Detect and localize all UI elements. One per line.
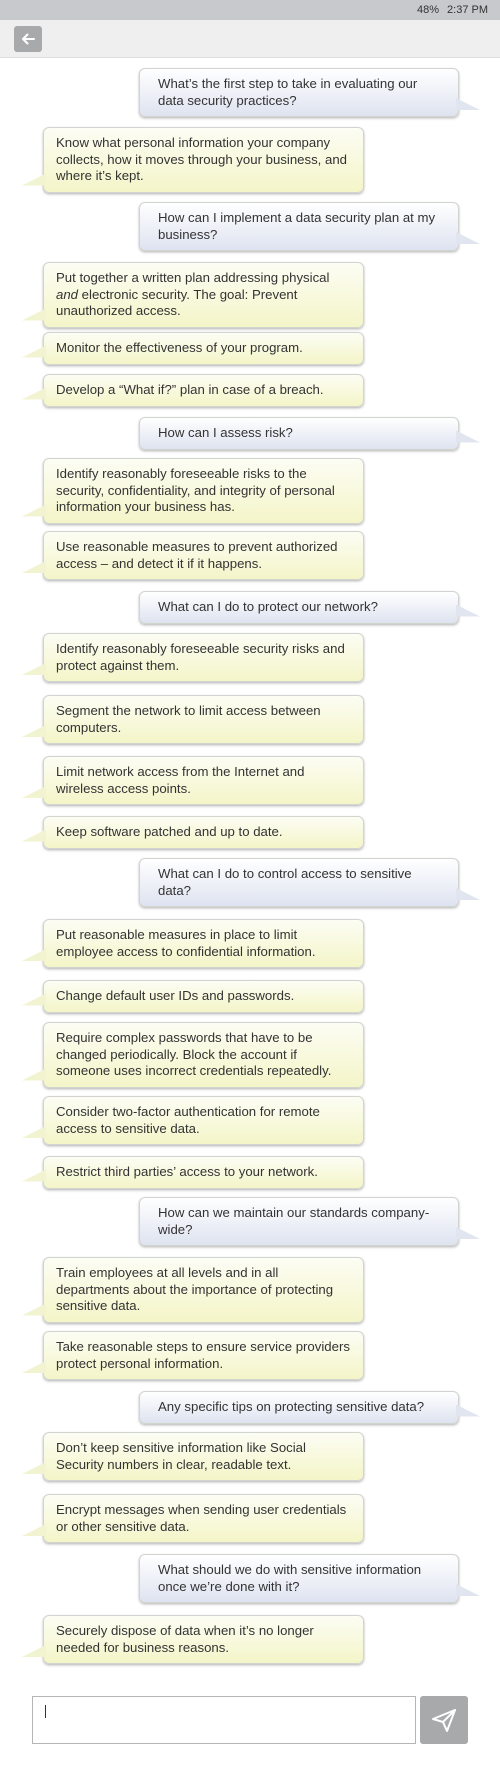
battery-level: 48% <box>417 4 440 16</box>
message-text: What should we do with sensitive information once we’re done with it? <box>158 1562 422 1594</box>
message-text: Identify reasonably foreseeable security risks and protect against them. <box>56 641 345 673</box>
message-text: Use reasonable measures to prevent authorized access – and detect it if it happens. <box>56 539 338 571</box>
outgoing-message <box>139 202 459 251</box>
outgoing-message <box>139 68 459 117</box>
outgoing-message <box>139 1391 459 1424</box>
incoming-message <box>43 1615 364 1664</box>
incoming-message <box>43 127 364 193</box>
outgoing-message <box>139 1197 459 1246</box>
incoming-message <box>43 1494 364 1543</box>
incoming-message <box>43 1156 364 1189</box>
incoming-message <box>43 262 364 328</box>
incoming-message <box>43 1022 364 1088</box>
message-text: Change default user IDs and passwords. <box>56 988 295 1003</box>
incoming-message <box>43 374 364 407</box>
incoming-message <box>43 1257 364 1323</box>
message-text: Put together a written plan addressing physical and electronic security. The goal: Prevent unauthorized access. <box>56 270 330 318</box>
incoming-message <box>43 1432 364 1481</box>
status-bar <box>0 0 500 20</box>
incoming-message <box>43 633 364 682</box>
outgoing-message <box>139 591 459 624</box>
message-input[interactable] <box>32 1696 416 1744</box>
message-text: Restrict third parties’ access to your network. <box>56 1164 318 1179</box>
message-text: How can I assess risk? <box>158 425 293 440</box>
incoming-message <box>43 1096 364 1145</box>
message-text: Segment the network to limit access between computers. <box>56 703 321 735</box>
message-text: Monitor the effectiveness of your program. <box>56 340 303 355</box>
message-text: What can I do to control access to sensitive data? <box>158 866 412 898</box>
message-text: Identify reasonably foreseeable risks to the security, confidentiality, and integrity of personal information your business has. <box>56 466 335 514</box>
text-caret <box>45 1705 46 1718</box>
incoming-message <box>43 695 364 744</box>
incoming-message <box>43 919 364 968</box>
outgoing-message <box>139 1554 459 1603</box>
arrow-left-icon <box>20 31 36 47</box>
message-text: Encrypt messages when sending user credentials or other sensitive data. <box>56 1502 347 1534</box>
incoming-message <box>43 531 364 580</box>
clock: 2:37 PM <box>447 4 488 16</box>
incoming-message <box>43 332 364 365</box>
message-text: What’s the first step to take in evaluating our data security practices? <box>158 76 418 108</box>
composer <box>0 1696 500 1762</box>
message-text: How can I implement a data security plan at my business? <box>158 210 436 242</box>
incoming-message <box>43 458 364 524</box>
conversation[interactable] <box>0 58 500 1698</box>
send-button[interactable] <box>420 1696 468 1744</box>
message-text: Train employees at all levels and in all departments about the importance of protecting sensitive data. <box>56 1265 334 1313</box>
outgoing-message <box>139 417 459 450</box>
back-button[interactable] <box>14 26 42 52</box>
message-text: Take reasonable steps to ensure service providers protect personal information. <box>56 1339 350 1371</box>
incoming-message <box>43 816 364 849</box>
message-text: Any specific tips on protecting sensitive data? <box>158 1399 425 1414</box>
message-text: Limit network access from the Internet and wireless access points. <box>56 764 305 796</box>
message-text: What can I do to protect our network? <box>158 599 378 614</box>
message-text: Require complex passwords that have to be changed periodically. Block the account if someone uses incorrect credentials repeatedly. <box>56 1030 332 1078</box>
incoming-message <box>43 980 364 1013</box>
message-text: Develop a “What if?” plan in case of a breach. <box>56 382 324 397</box>
incoming-message <box>43 1331 364 1380</box>
message-text: Don’t keep sensitive information like Social Security numbers in clear, readable text. <box>56 1440 306 1472</box>
paper-plane-icon <box>430 1706 458 1734</box>
message-text: Securely dispose of data when it’s no longer needed for business reasons. <box>56 1623 314 1655</box>
message-text: Keep software patched and up to date. <box>56 824 283 839</box>
incoming-message <box>43 756 364 805</box>
message-text: Consider two-factor authentication for remote access to sensitive data. <box>56 1104 320 1136</box>
outgoing-message <box>139 858 459 907</box>
message-text: Put reasonable measures in place to limit employee access to confidential information. <box>56 927 316 959</box>
message-text: Know what personal information your company collects, how it moves through your business, and where it’s kept. <box>56 135 348 183</box>
message-text: How can we maintain our standards company-wide? <box>158 1205 430 1237</box>
nav-bar <box>0 20 500 58</box>
